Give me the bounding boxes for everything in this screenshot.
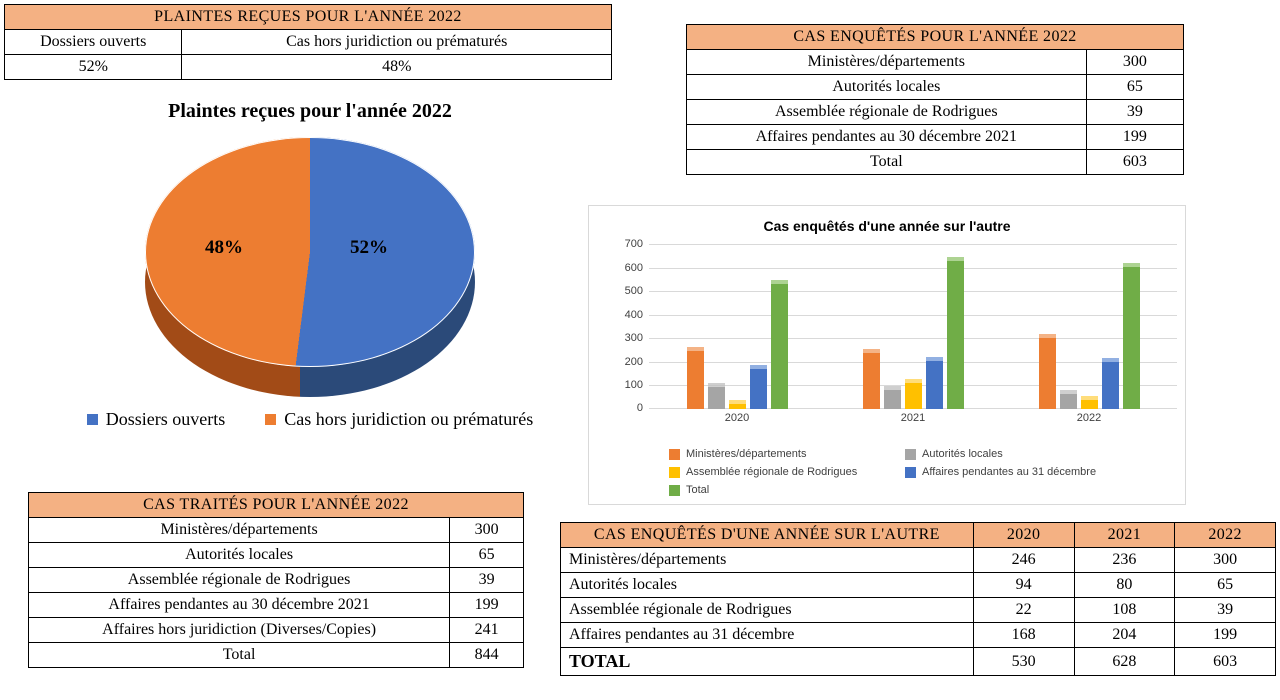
table-row (29, 543, 524, 568)
pie-chart-title: Plaintes reçues pour l'année 2022 (168, 100, 452, 122)
row-label: Total (687, 150, 1087, 175)
table-row (29, 568, 524, 593)
y-tick: 200 (624, 355, 643, 368)
y-tick: 500 (624, 285, 643, 297)
row-label: Total (29, 643, 450, 668)
legend-item-total (669, 484, 879, 496)
row-label: Autorités locales (687, 75, 1087, 100)
bar-chart-plot-area (589, 238, 1185, 424)
row-value-2020: 246 (973, 548, 1074, 573)
row-label: Autorités locales (561, 573, 974, 598)
row-label: Affaires hors juridiction (Diverses/Copies) (29, 618, 450, 643)
row-label: Ministères/départements (29, 518, 450, 543)
row-label: Ministères/départements (687, 50, 1087, 75)
row-value-2022: 199 (1175, 623, 1276, 648)
bar-total-2021 (947, 261, 964, 409)
row-value-2022: 65 (1175, 573, 1276, 598)
table-row (29, 618, 524, 643)
bar-ministeres-2022 (1039, 338, 1056, 409)
column-header-hors-juridiction: Cas hors juridiction ou prématurés (182, 30, 612, 55)
table-row-total (561, 648, 1276, 676)
row-value-2021: 108 (1074, 598, 1175, 623)
table-row (687, 50, 1184, 75)
legend-label: Affaires pendantes au 31 décembre (922, 466, 1097, 478)
legend-swatch-green-icon (669, 485, 680, 496)
bar-total-2022 (1123, 267, 1140, 409)
bar-affaires-pendantes-2022 (1102, 362, 1119, 409)
bar-ministeres-2021 (863, 353, 880, 409)
y-tick: 300 (624, 332, 643, 344)
row-value: 844 (450, 643, 524, 668)
row-value: 241 (450, 618, 524, 643)
legend-label-hors-juridiction: Cas hors juridiction ou prématurés (284, 409, 534, 429)
table-title: CAS TRAITÉS POUR L'ANNÉE 2022 (29, 493, 524, 518)
table-row (687, 75, 1184, 100)
table-header-row (561, 523, 1276, 548)
row-value-2020: 168 (973, 623, 1074, 648)
total-value-2020: 530 (973, 648, 1074, 676)
pie-data-label-hors-juridiction: 48% (205, 237, 243, 258)
legend-label: Ministères/départements (686, 448, 807, 460)
table-title: PLAINTES REÇUES POUR L'ANNÉE 2022 (5, 5, 612, 30)
table-row (29, 518, 524, 543)
row-label: Affaires pendantes au 30 décembre 2021 (29, 593, 450, 618)
legend-item-rodrigues (669, 466, 879, 478)
row-label: Autorités locales (29, 543, 450, 568)
bar-affaires-pendantes-2021 (926, 361, 943, 409)
legend-swatch-grey-icon (905, 449, 916, 460)
bar-autorites-2021 (884, 390, 901, 409)
table-row (29, 593, 524, 618)
bar-chart-series-groups (649, 244, 1177, 409)
bar-chart-x-axis (649, 412, 1177, 430)
value-hors-juridiction: 48% (182, 55, 612, 80)
bar-autorites-2022 (1060, 394, 1077, 409)
x-tick: 2021 (900, 412, 926, 424)
pie-chart-legend (10, 409, 610, 430)
row-value: 199 (1086, 125, 1183, 150)
bar-group-2022 (1001, 244, 1177, 409)
row-value: 300 (1086, 50, 1183, 75)
bar-rodrigues-2022 (1081, 400, 1098, 409)
legend-swatch-blue-icon (905, 467, 916, 478)
pie-chart (10, 100, 610, 460)
table-row (5, 55, 612, 80)
bar-group-2020 (649, 244, 825, 409)
y-tick: 100 (624, 379, 643, 391)
table-plaintes-recues (4, 4, 612, 80)
legend-item-hors-juridiction (265, 409, 533, 430)
total-value-2022: 603 (1175, 648, 1276, 676)
table-title: CAS ENQUÊTÉS POUR L'ANNÉE 2022 (687, 25, 1184, 50)
column-header-2022: 2022 (1175, 523, 1276, 548)
y-tick: 0 (636, 402, 643, 414)
legend-label-dossiers-ouverts: Dossiers ouverts (105, 409, 226, 429)
table-row (687, 100, 1184, 125)
column-header-dossiers-ouverts: Dossiers ouverts (5, 30, 182, 55)
row-label: Affaires pendantes au 30 décembre 2021 (687, 125, 1087, 150)
value-dossiers-ouverts: 52% (5, 55, 182, 80)
table-title: CAS ENQUÊTÉS D'UNE ANNÉE SUR L'AUTRE (561, 523, 974, 548)
row-value: 39 (450, 568, 524, 593)
table-cas-traites-2022 (28, 492, 524, 668)
table-cas-enquetes-2022 (686, 24, 1184, 175)
table-row (561, 573, 1276, 598)
legend-swatch-orange-icon (265, 414, 276, 425)
row-value: 39 (1086, 100, 1183, 125)
x-tick: 2022 (1076, 412, 1102, 424)
bar-rodrigues-2021 (905, 383, 922, 409)
legend-swatch-blue-icon (87, 414, 98, 425)
y-tick: 400 (624, 308, 643, 321)
bar-chart (588, 205, 1186, 505)
pie-chart-slices (145, 137, 475, 367)
row-value-2022: 39 (1175, 598, 1276, 623)
pie-data-label-dossiers-ouverts: 52% (350, 237, 388, 258)
row-value-2021: 80 (1074, 573, 1175, 598)
table-row (687, 125, 1184, 150)
x-tick: 2020 (724, 412, 750, 424)
row-value-2021: 204 (1074, 623, 1175, 648)
bar-affaires-pendantes-2020 (750, 369, 767, 409)
legend-item-autorites (905, 448, 1115, 460)
row-value-2020: 22 (973, 598, 1074, 623)
legend-item-ministeres (669, 448, 879, 460)
row-value-2020: 94 (973, 573, 1074, 598)
y-tick: 700 (624, 238, 643, 250)
row-value: 65 (1086, 75, 1183, 100)
row-label: Assemblée régionale de Rodrigues (687, 100, 1087, 125)
bar-rodrigues-2020 (729, 404, 746, 409)
legend-label: Total (686, 484, 710, 496)
row-value: 199 (450, 593, 524, 618)
legend-swatch-orange-icon (669, 449, 680, 460)
y-tick: 600 (624, 261, 643, 274)
table-cas-enquetes-annee-sur-autre (560, 522, 1276, 676)
pie-chart-canvas (145, 137, 475, 387)
legend-label: Assemblée régionale de Rodrigues (686, 466, 858, 478)
table-row-total (29, 643, 524, 668)
bar-ministeres-2020 (687, 351, 704, 409)
table-row-total (687, 150, 1184, 175)
bar-autorites-2020 (708, 387, 725, 409)
bar-total-2020 (771, 284, 788, 409)
table-row (561, 623, 1276, 648)
legend-swatch-yellow-icon (669, 467, 680, 478)
row-label-total: TOTAL (561, 648, 974, 676)
column-header-2020: 2020 (973, 523, 1074, 548)
row-label: Assemblée régionale de Rodrigues (29, 568, 450, 593)
row-value: 65 (450, 543, 524, 568)
row-value-2021: 236 (1074, 548, 1175, 573)
row-label: Affaires pendantes au 31 décembre (561, 623, 974, 648)
column-header-2021: 2021 (1074, 523, 1175, 548)
bar-chart-legend (669, 448, 1149, 496)
table-header-row (5, 5, 612, 30)
row-value: 300 (450, 518, 524, 543)
row-label: Assemblée régionale de Rodrigues (561, 598, 974, 623)
table-header-row (29, 493, 524, 518)
table-header-row (687, 25, 1184, 50)
row-value-2022: 300 (1175, 548, 1276, 573)
table-row (561, 598, 1276, 623)
bar-group-2021 (825, 244, 1001, 409)
legend-item-dossiers-ouverts (87, 409, 226, 430)
legend-label: Autorités locales (922, 448, 1003, 460)
table-row (561, 548, 1276, 573)
table-row (5, 30, 612, 55)
row-value: 603 (1086, 150, 1183, 175)
row-label: Ministères/départements (561, 548, 974, 573)
bar-chart-title: Cas enquêtés d'une année sur l'autre (763, 218, 1011, 234)
bar-chart-y-axis (589, 238, 649, 414)
total-value-2021: 628 (1074, 648, 1175, 676)
legend-item-affaires-pendantes (905, 466, 1115, 478)
